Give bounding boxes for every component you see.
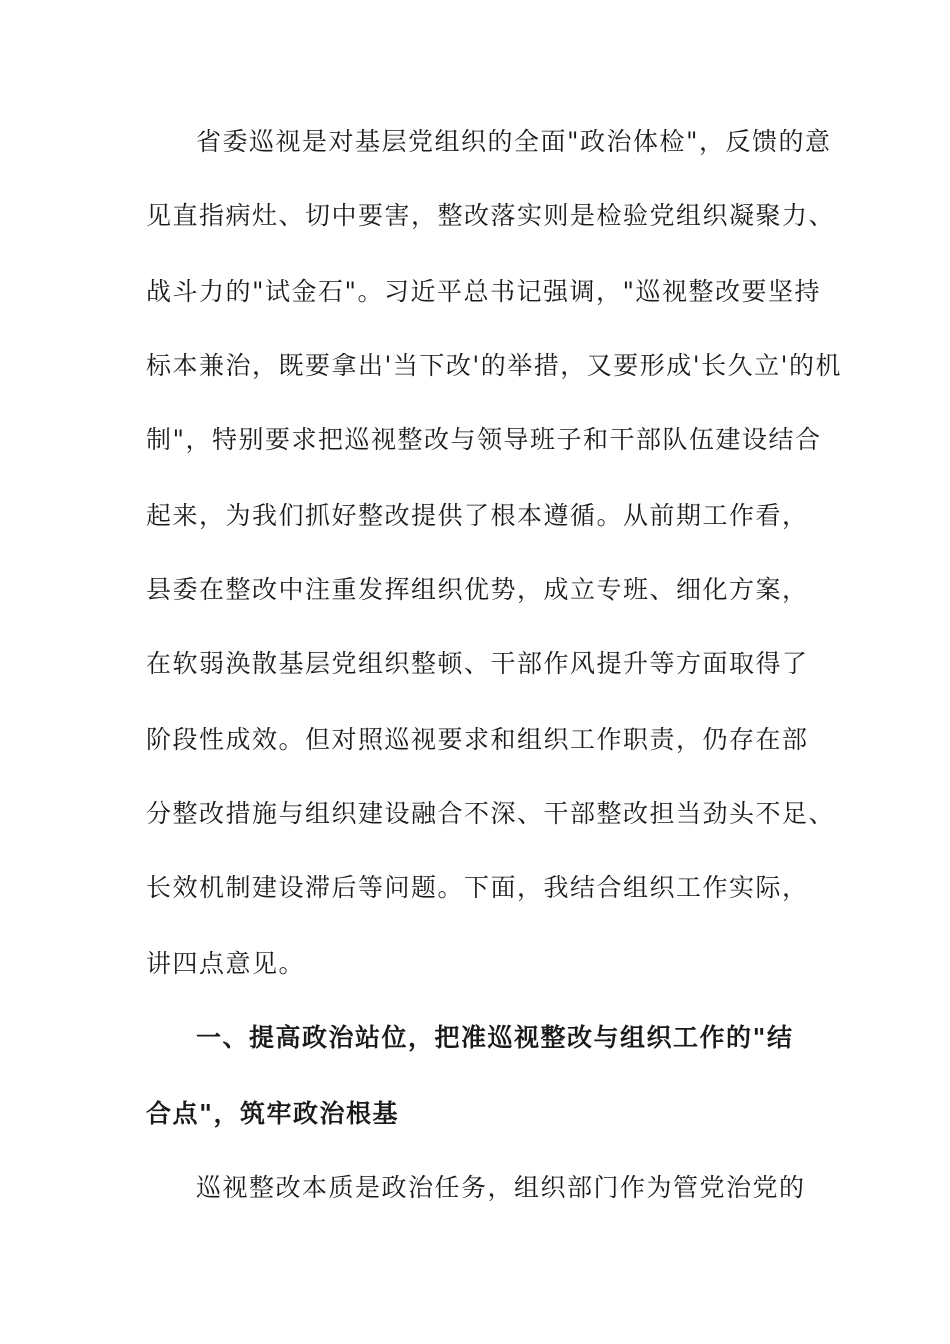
heading-1-line-1: 一、提高政治站位，把准巡视整改与组织工作的"结 <box>196 1023 794 1052</box>
paragraph-1-line-1: 省委巡视是对基层党组织的全面"政治体检"，反馈的意 <box>196 127 832 156</box>
paragraph-1-line-11: 长效机制建设滞后等问题。下面，我结合组织工作实际， <box>146 873 809 902</box>
paragraph-1-line-9: 阶段性成效。但对照巡视要求和组织工作职责，仍存在部 <box>146 725 809 754</box>
paragraph-1-line-2: 见直指病灶、切中要害，整改落实则是检验党组织凝聚力、 <box>146 201 836 230</box>
paragraph-1-line-5: 制"，特别要求把巡视整改与领导班子和干部队伍建设结合 <box>146 425 822 454</box>
paragraph-1-line-7: 县委在整改中注重发挥组织优势，成立专班、细化方案， <box>146 575 809 604</box>
paragraph-1-line-4: 标本兼治，既要拿出'当下改'的举措，又要形成'长久立'的机 <box>146 351 842 380</box>
heading-1-line-2: 合点"，筑牢政治根基 <box>146 1099 400 1128</box>
paragraph-1-line-6: 起来，为我们抓好整改提供了根本遵循。从前期工作看， <box>146 501 809 530</box>
paragraph-1-line-8: 在软弱涣散基层党组织整顿、干部作风提升等方面取得了 <box>146 649 809 678</box>
paragraph-1-line-10: 分整改措施与组织建设融合不深、干部整改担当劲头不足、 <box>146 799 836 828</box>
paragraph-1-line-12: 讲四点意见。 <box>146 949 306 978</box>
paragraph-2-line-1: 巡视整改本质是政治任务，组织部门作为管党治党的 <box>196 1173 806 1202</box>
paragraph-1-line-3: 战斗力的"试金石"。习近平总书记强调，"巡视整改要坚持 <box>146 277 821 306</box>
